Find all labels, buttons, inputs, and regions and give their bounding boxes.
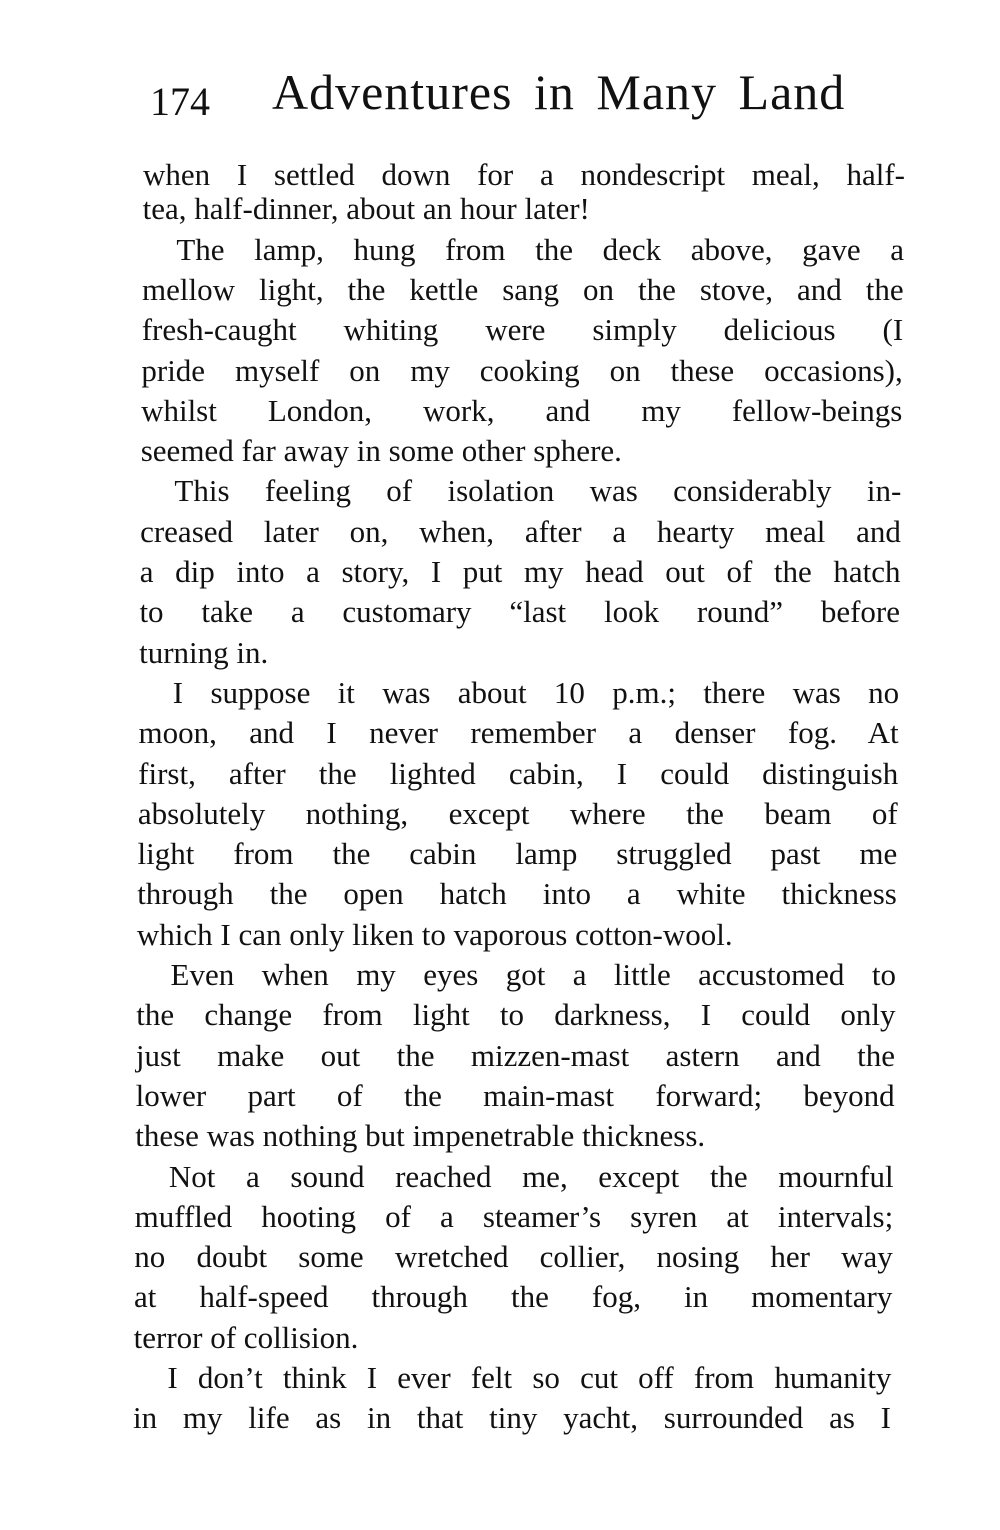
text-line: through the open hatch into a white thickness (137, 876, 897, 912)
text-line: to take a customary “last look round” before (139, 594, 901, 630)
text-line: I suppose it was about 10 p.m.; there was no (172, 674, 900, 710)
text-line: which I can only liken to vaporous cotton-wool. (136, 916, 733, 952)
text-line: creased later on, when, after a hearty meal and (140, 513, 901, 549)
text-line: The lamp, hung from the deck above, gave a (176, 231, 905, 267)
text-line: no doubt some wretched collier, nosing her way (134, 1239, 893, 1275)
text-line: muffled hooting of a steamer’s syren at intervals; (134, 1198, 894, 1234)
text-line: absolutely nothing, except where the beam of (137, 795, 898, 831)
text-line: Even when my eyes got a little accustomed to (170, 957, 896, 992)
text-line: pride myself on my cooking on these occasions), (141, 352, 903, 388)
text-line: the change from light to darkness, I could only (136, 997, 896, 1033)
text-line: at half-speed through the fog, in momentary (133, 1279, 893, 1315)
text-line: turning in. (139, 634, 269, 670)
text-line: terror of collision. (133, 1319, 359, 1355)
text-line: This feeling of isolation was considerably in- (174, 473, 902, 509)
text-line: light from the cabin lamp struggled past me (137, 836, 898, 872)
text-line: seemed far away in some other sphere. (140, 433, 622, 469)
text-line: first, after the lighted cabin, I could distinguish (138, 755, 899, 791)
text-line: just make out the mizzen-mast astern and the (135, 1037, 896, 1073)
text-line: I don’t think I ever felt so cut off from humanity (167, 1360, 892, 1395)
text-line: Not a sound reached me, except the mournful (168, 1158, 894, 1194)
text-line: moon, and I never remember a denser fog. At (138, 715, 899, 751)
text-line: a dip into a story, I put my head out of the hatch (139, 554, 901, 589)
text-line: these was nothing but impenetrable thickness. (135, 1118, 706, 1154)
text-line: lower part of the main-mast forward; beyond (135, 1077, 895, 1113)
text-line: mellow light, the kettle sang on the stove, and the (142, 271, 904, 307)
text-line: in my life as in that tiny yacht, surrounded as I (133, 1400, 891, 1436)
text-line: fresh-caught whiting were simply delicious (I (141, 312, 904, 348)
text-line: whilst London, work, and my fellow-beings (141, 392, 903, 428)
page-number: 174 (150, 79, 210, 124)
text-line: when I settled down for a nondescript meal, half- (143, 157, 905, 192)
running-title: Adventures in Many Land (272, 64, 846, 120)
text-line: tea, half-dinner, about an hour later! (142, 191, 590, 227)
